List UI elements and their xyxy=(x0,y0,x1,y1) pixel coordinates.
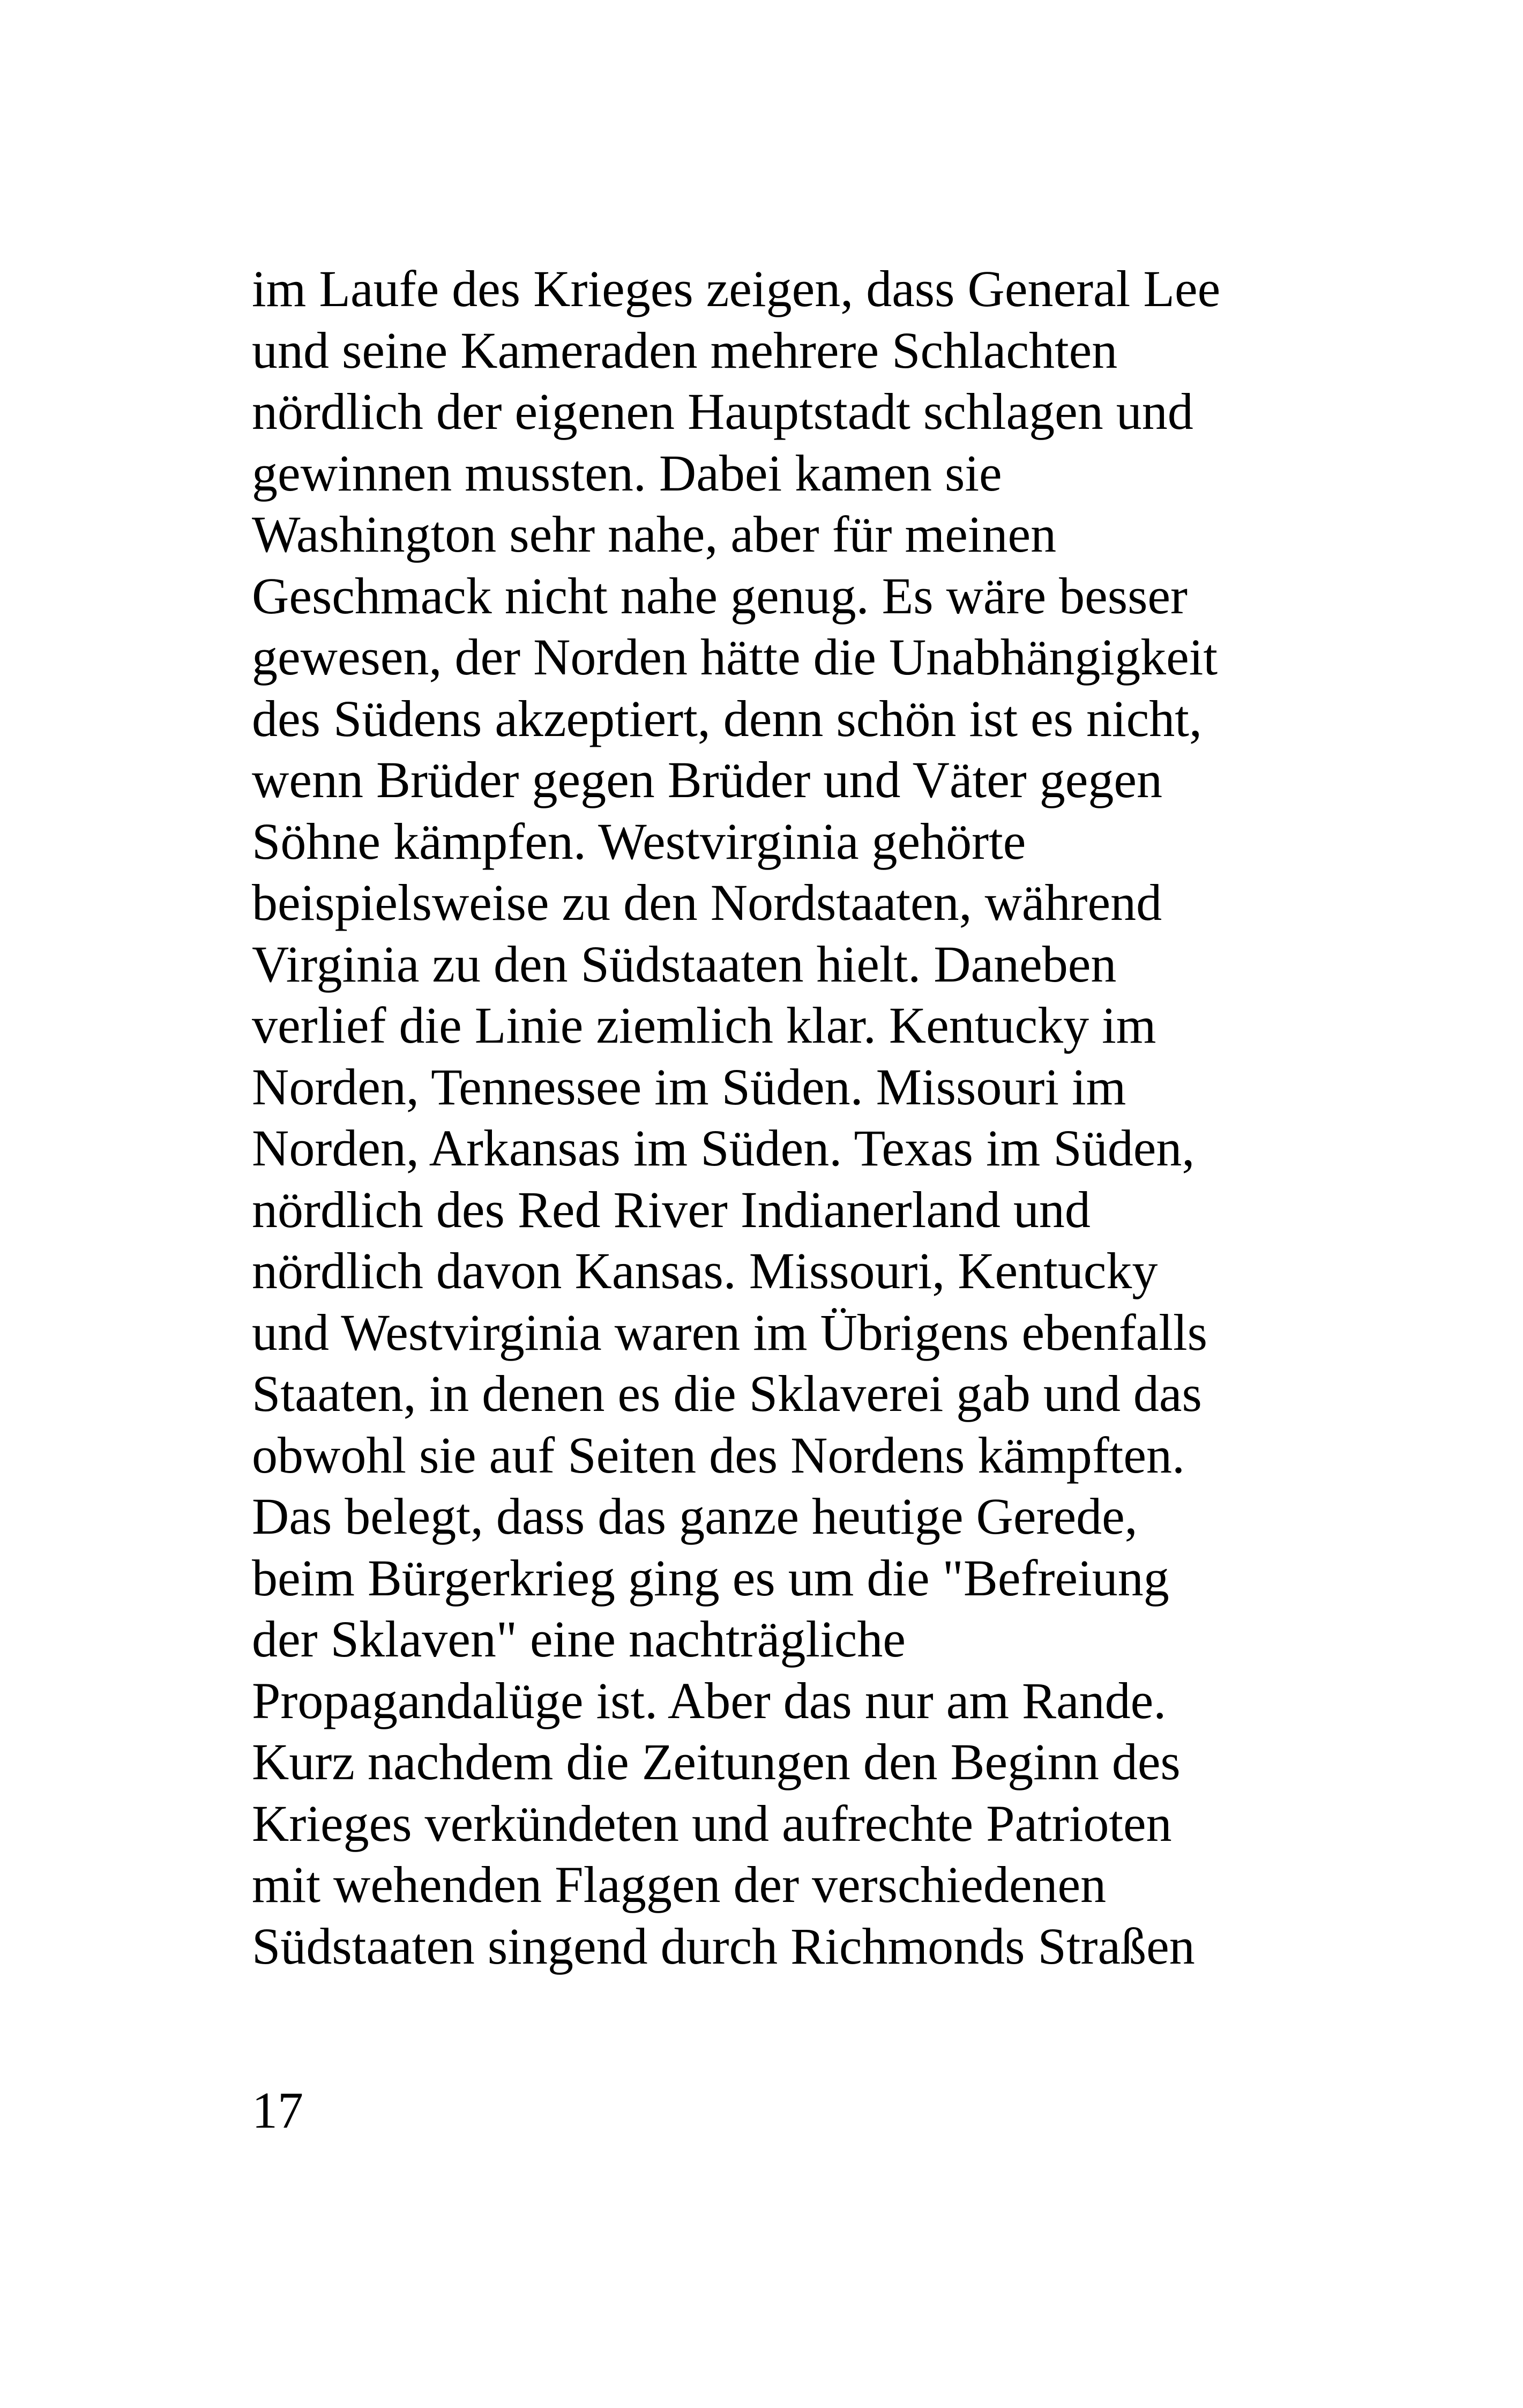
text-line: Kurz nachdem die Zeitungen den Beginn des xyxy=(252,1733,1181,1790)
body-text xyxy=(252,258,1270,1977)
text-line: Virginia zu den Südstaaten hielt. Daneben xyxy=(252,935,1117,993)
text-line: nördlich davon Kansas. Missouri, Kentucky xyxy=(252,1242,1158,1299)
text-line: mit wehenden Flaggen der verschiedenen xyxy=(252,1856,1107,1913)
text-line: gewinnen mussten. Dabei kamen sie xyxy=(252,444,1002,502)
text-line: verlief die Linie ziemlich klar. Kentucky im xyxy=(252,997,1156,1054)
text-line: Söhne kämpfen. Westvirginia gehörte xyxy=(252,812,1026,870)
text-line: Norden, Arkansas im Süden. Texas im Süden, xyxy=(252,1119,1195,1177)
text-line: im Laufe des Krieges zeigen, dass General Lee xyxy=(252,260,1221,317)
text-line: der Sklaven" eine nachträgliche xyxy=(252,1610,906,1668)
text-line: nördlich des Red River Indianerland und xyxy=(252,1180,1091,1238)
text-line: Norden, Tennessee im Süden. Missouri im xyxy=(252,1058,1126,1116)
text-line: Das belegt, dass das ganze heutige Gerede, xyxy=(252,1488,1138,1545)
text-line: obwohl sie auf Seiten des Nordens kämpften. xyxy=(252,1426,1185,1484)
text-line: wenn Brüder gegen Brüder und Väter gegen xyxy=(252,751,1162,808)
text-line: beim Bürgerkrieg ging es um die "Befreiung xyxy=(252,1549,1169,1607)
text-line: gewesen, der Norden hätte die Unabhängigkeit xyxy=(252,628,1218,686)
text-line: nördlich der eigenen Hauptstadt schlagen und xyxy=(252,383,1193,440)
text-line: Propagandalüge ist. Aber das nur am Rande. xyxy=(252,1671,1167,1729)
text-line: beispielsweise zu den Nordstaaten, während xyxy=(252,874,1162,931)
text-line: und seine Kameraden mehrere Schlachten xyxy=(252,321,1118,379)
text-line: Geschmack nicht nahe genug. Es wäre besser xyxy=(252,567,1188,625)
page-number: 17 xyxy=(252,2082,303,2139)
text-line: Krieges verkündeten und aufrechte Patrioten xyxy=(252,1794,1172,1852)
text-line: Washington sehr nahe, aber für meinen xyxy=(252,506,1057,563)
text-line: und Westvirginia waren im Übrigens ebenfalls xyxy=(252,1303,1207,1361)
text-line: Südstaaten singend durch Richmonds Straßen xyxy=(252,1917,1195,1975)
text-line: Staaten, in denen es die Sklaverei gab und das xyxy=(252,1365,1202,1422)
text-line: des Südens akzeptiert, denn schön ist es nicht, xyxy=(252,689,1202,747)
